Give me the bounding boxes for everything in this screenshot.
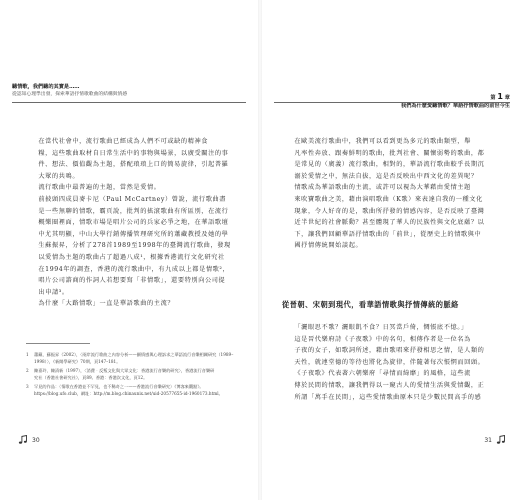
text-line: 近半世紀的社會脈動？甚至體現了華人的民族性與文化底蘊？以 — [294, 219, 485, 227]
chapter-suffix: 章 — [504, 95, 510, 101]
text-line: 情歌成為華語歌曲的主流，或許可以視為大華藉由愛情主題 — [294, 184, 471, 192]
text-line: 在歐美流行歌曲中，我們可以看到更為多元的歌曲類型，舉 — [294, 138, 471, 145]
running-header-left — [12, 84, 242, 98]
body-text-right — [282, 136, 500, 252]
text-line: 在當代社會中，流行歌曲已經成為人們不可或缺的精神食 — [38, 138, 209, 145]
paragraph — [282, 334, 500, 369]
footnote — [26, 383, 240, 397]
text-line: 概樂圈裡面，情歌市場是唱片公司的兵家必爭之地，在華語歌壇 — [38, 219, 229, 227]
section-heading: 從晉朝、宋朝到現代，看華語情歌與抒情傳統的脈絡 — [282, 300, 459, 309]
page-number-right — [484, 435, 506, 445]
page-number-left — [18, 435, 40, 445]
body-text-left — [26, 136, 240, 310]
text-line: 為什麼「大路情歌」一直是華語歌曲的主流？ — [38, 300, 175, 308]
footnote-text: 陳嘉玲、陳清新（1997），〈消費‧反叛文化與大眾文化：香港流行音樂的研究〉，香港流行音樂研 究社（香港社會研究社），頁89。香港：香港次文化，頁12。 — [34, 368, 215, 380]
text-line: 凡率性奔放、跟奏鮮明的歌曲，批判社會、關懷弱勢的歌曲，都 — [294, 149, 485, 157]
book-title: 聽情歌，我們聽的其實是…… — [12, 84, 80, 90]
paragraph — [282, 368, 500, 403]
page-number: 30 — [32, 436, 40, 444]
text-line: 《子夜歌》代表著六朝樂府「尋情而綺靡」的風格，這些流 — [294, 370, 471, 378]
text-line: 中尤其明顯，中山大學行銷傳播管理研究所的蕭藏教授及她的學 — [38, 230, 229, 238]
text-line: 傳於民間的情歌，讓我們得以一窺古人的愛情生活與愛情觀，正 — [294, 381, 485, 389]
footnote-text: 罕見的作品：〈情歌在香港並不罕見，也不稀奇之一——香港流行音樂研究〉《博客來觀點》。 https://blog.ufo.club，網址：http://m.blog.chinaunix.net/uid-20577655-id-1960173.html。 — [34, 384, 223, 396]
text-line: 國抒情傳統開始談起。 — [294, 242, 363, 250]
text-line: 來吹寶歌曲之美，藉由演唱歌曲（K歌）來表達自我的一種文化 — [294, 195, 483, 203]
text-line: 這是晉代樂府詩《子夜歌》中的名句，相傳作者是一位名為 — [294, 335, 471, 343]
paragraph — [26, 298, 240, 310]
paragraph — [26, 194, 240, 298]
footnote-text: 蕭藏、蘇振昇（2002），〈兩岸流行歌曲之內容分析——顯情感與心理訴求之華語流行音樂相關研究（1989– 1998）〉，《新聞學研究》70期，頁147–181。 — [34, 352, 234, 364]
header-rule — [274, 102, 510, 103]
chapter-label — [490, 93, 510, 102]
text-line: 「灑眼思不歌？灑眼飢不食？日冥當戶倚，惆悵底不憶。」 — [294, 324, 468, 331]
text-line: 生蘇振昇，分析了278首1989至1998年的臺灣流行歌曲，發現 — [38, 242, 231, 250]
text-line: 出申請³。 — [38, 288, 69, 296]
text-line: 件、想法、價值觀為主題，搭配琅琅上口的簡易旋律，引起普羅 — [38, 161, 229, 169]
header-rule — [12, 102, 246, 103]
music-note-icon — [18, 435, 28, 445]
text-line: 是一些無聊的情歌，霸頁說，批判的搖滾歌曲有所區別，在流行 — [38, 207, 229, 215]
text-line: 以愛情為主題的歌曲占了超過八成¹，根據香港流行文化研究社 — [38, 253, 225, 261]
text-line: 在1994年的調查，香港的流行歌曲中，有九成以上都是情歌²， — [38, 265, 230, 273]
section-body-text — [282, 322, 500, 403]
paragraph — [26, 182, 240, 194]
footnote-number: 2 — [26, 368, 29, 373]
text-line: 溺於愛情之中，無法自拔，這是否反映出中西文化的差異呢？ — [294, 172, 478, 180]
text-line: 天性，就連堂德的等待也將化為旋律，伴隨著每次悵惘而回頭。 — [294, 358, 485, 366]
footnote-number: 1 — [26, 352, 29, 357]
footnote — [26, 351, 240, 365]
footnote-rule — [26, 343, 90, 344]
text-line: 糧，這些歌曲取材自日常生活中的事物與場景，以廣受關注的事 — [38, 149, 229, 157]
text-line: 現象，令人好奇的是，歌曲所抒發的情感內容，是否反映了臺灣 — [294, 207, 485, 215]
chapter-prefix: 第 — [490, 95, 496, 101]
footnote-number: 3 — [26, 384, 29, 389]
running-header-right — [280, 84, 510, 110]
book-subtitle: 從認知心理學出發，探索華語抒情歌歌曲的結構與情感 — [12, 92, 128, 97]
music-note-icon — [496, 435, 506, 445]
text-line: 前披頭四成員麥卡尼（Paul McCartney）曾說，流行歌曲盡 — [38, 195, 227, 203]
text-line: 是常見的（廣義）流行歌曲，相對的，華語流行歌曲較乎長期沉 — [294, 161, 485, 169]
footnote — [26, 367, 240, 381]
footnotes — [26, 351, 240, 399]
paragraph — [282, 182, 500, 252]
paragraph — [26, 136, 240, 182]
right-page — [262, 0, 520, 500]
text-line: 下，讓我們回顧華語抒情歌曲的「前世」，從歷史上的情歌與中 — [294, 230, 482, 238]
chapter-number: 1 — [497, 92, 503, 101]
left-page — [0, 0, 258, 500]
text-line: 唱片公司諮商的作詞人若想要寫「非情歌」，還要特別向公司提 — [38, 277, 226, 285]
text-line: 所謂「萬手在民間」，這些愛情歌曲原本只是少數民間高手的感 — [294, 393, 482, 401]
paragraph — [282, 136, 500, 182]
text-line: 流行歌曲中最普遍的主題，當然是愛情。 — [38, 184, 161, 192]
text-line: 大眾的共鳴。 — [38, 172, 80, 180]
text-line: 子夜的女子，如歌詞所述，藉由歌唱來抒發相思之情，是人類的 — [294, 347, 485, 355]
page-number: 31 — [484, 436, 492, 444]
paragraph — [282, 322, 500, 334]
chapter-title: 我們為什麼愛聽情歌？華語抒情歌曲的前世今生 — [401, 103, 510, 109]
